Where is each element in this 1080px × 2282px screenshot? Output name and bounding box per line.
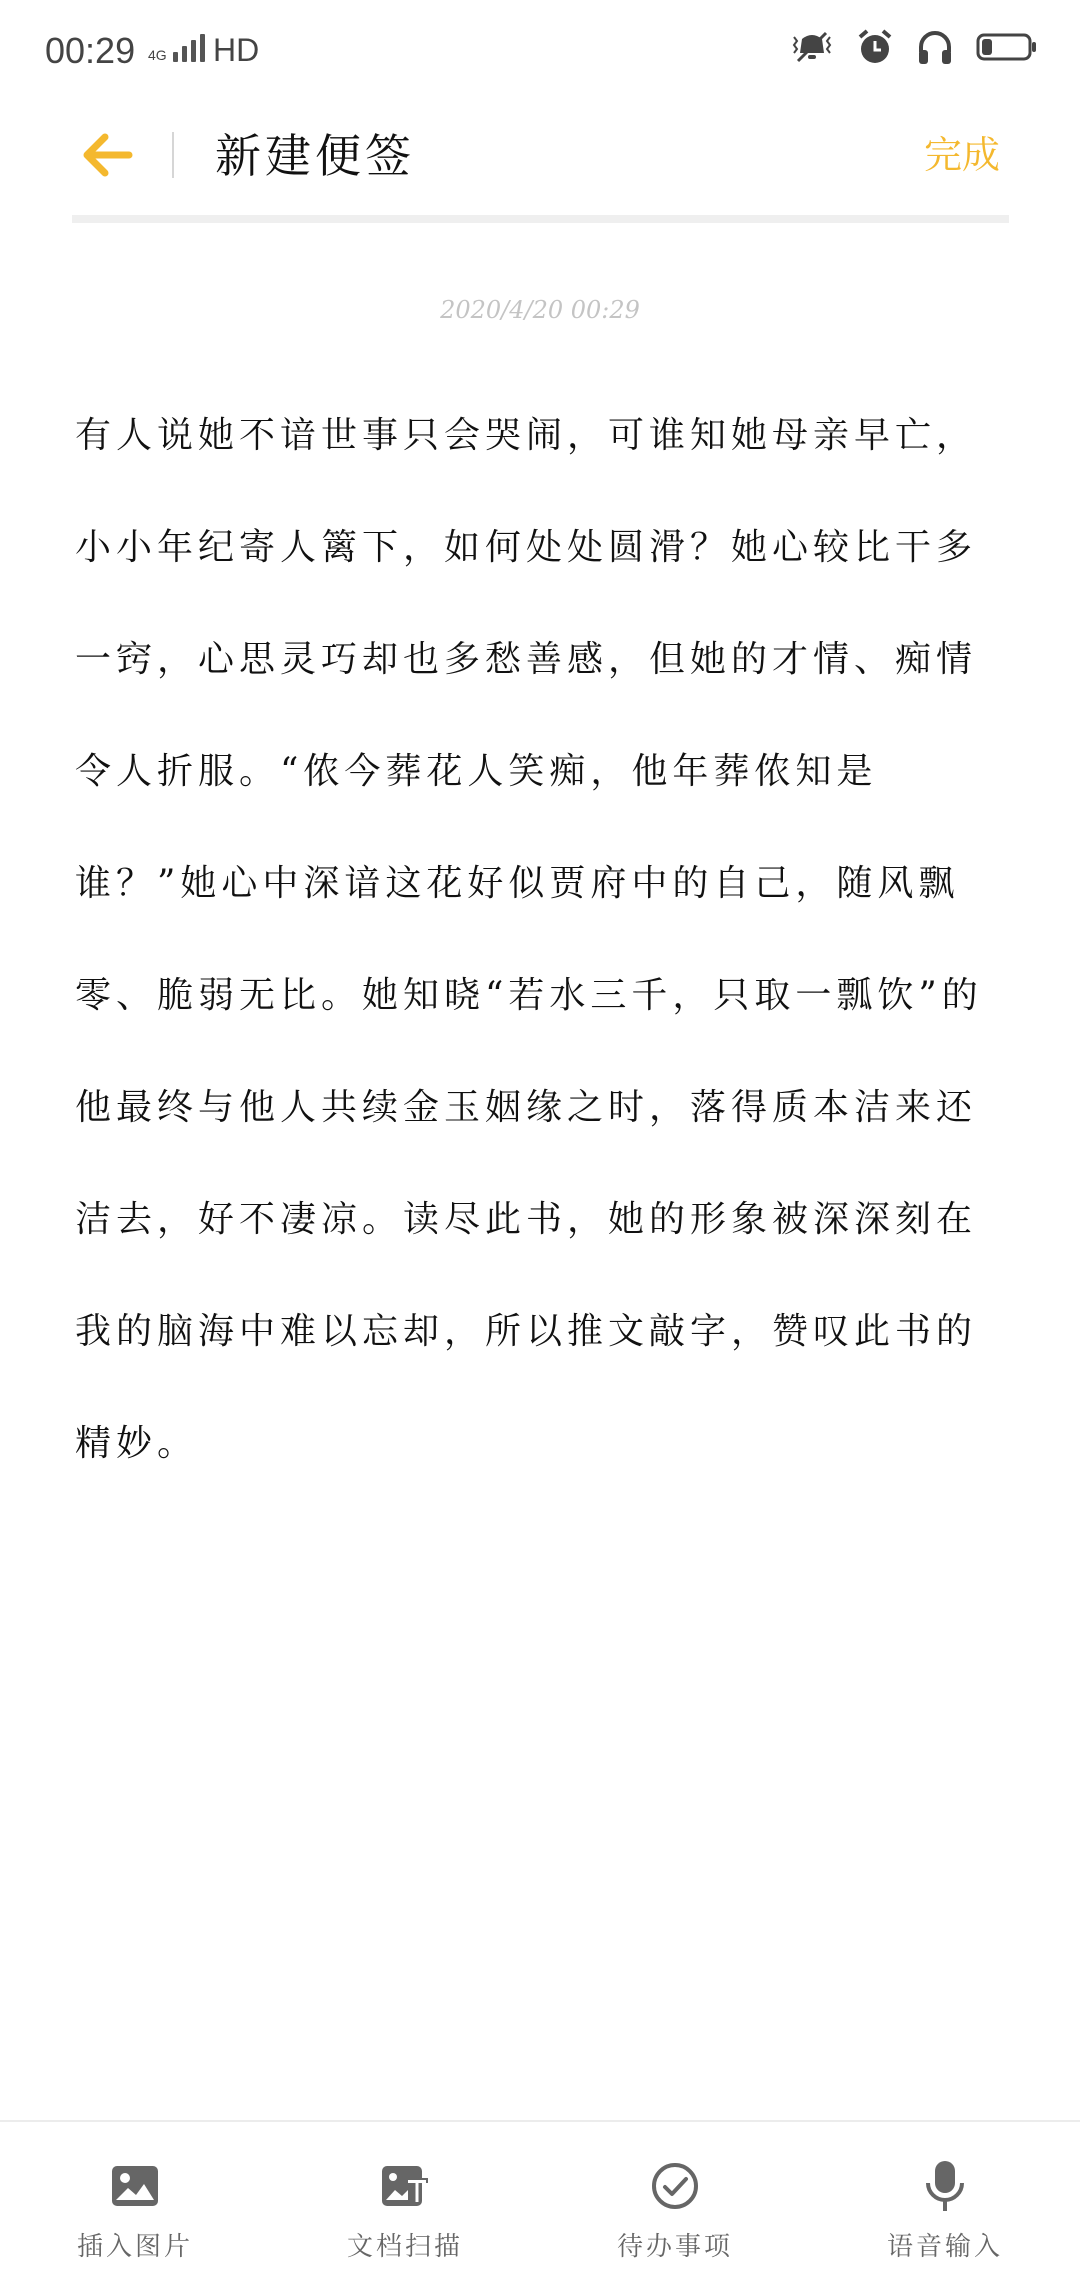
todo-button[interactable] xyxy=(540,2122,810,2282)
check-circle-icon xyxy=(650,2158,700,2214)
voice-input-button[interactable] xyxy=(810,2122,1080,2282)
signal-icon xyxy=(148,34,205,62)
header-divider xyxy=(172,132,174,178)
bottom-toolbar xyxy=(0,2120,1080,2282)
headphones-icon xyxy=(916,28,954,66)
status-time: 00:29 xyxy=(45,30,136,71)
note-content-editor[interactable]: 有人说她不谙世事只会哭闹，可谁知她母亲早亡，小小年纪寄人篱下，如何处处圆滑？她心较比干多一窍，心思灵巧却也多愁善感，但她的才情、痴情令人折服。“侬今葬花人笑痴，他年葬侬知是谁？”她心中深谙这花好似贾府中的自己，随风飘零、脆弱无比。她知晓“若水三千，只取一瓢饮”的他最终与他人共续金玉姻缘之时，落得质本洁来还洁去，好不凄凉。读尽此书，她的形象被深深刻在我的脑海中难以忘却，所以推文敲字，赞叹此书的精妙。 xyxy=(75,415,983,1464)
document-scan-label: 文档扫描 xyxy=(346,2232,463,2262)
insert-image-button[interactable] xyxy=(0,2122,270,2282)
battery-icon xyxy=(976,31,1038,63)
todo-label: 待办事项 xyxy=(616,2232,733,2262)
status-bar xyxy=(0,0,1080,100)
page-title: 新建便签 xyxy=(215,129,415,183)
status-icons xyxy=(790,28,1038,66)
voice-input-label: 语音输入 xyxy=(886,2232,1003,2262)
scan-document-icon xyxy=(380,2158,430,2214)
note-timestamp: 2020/4/20 00:29 xyxy=(440,296,640,324)
vibrate-icon xyxy=(790,29,834,65)
header-divider-line xyxy=(72,215,1009,223)
insert-image-label: 插入图片 xyxy=(76,2232,193,2262)
document-scan-button[interactable] xyxy=(270,2122,540,2282)
hd-indicator: HD xyxy=(213,32,260,68)
header xyxy=(0,110,1080,210)
microphone-icon xyxy=(923,2158,967,2214)
network-type: 4G xyxy=(148,47,167,63)
alarm-icon xyxy=(856,28,894,66)
done-button[interactable]: 完成 xyxy=(923,133,1000,177)
back-button[interactable] xyxy=(72,122,142,192)
arrow-left-icon xyxy=(81,133,133,181)
image-icon xyxy=(110,2158,160,2214)
